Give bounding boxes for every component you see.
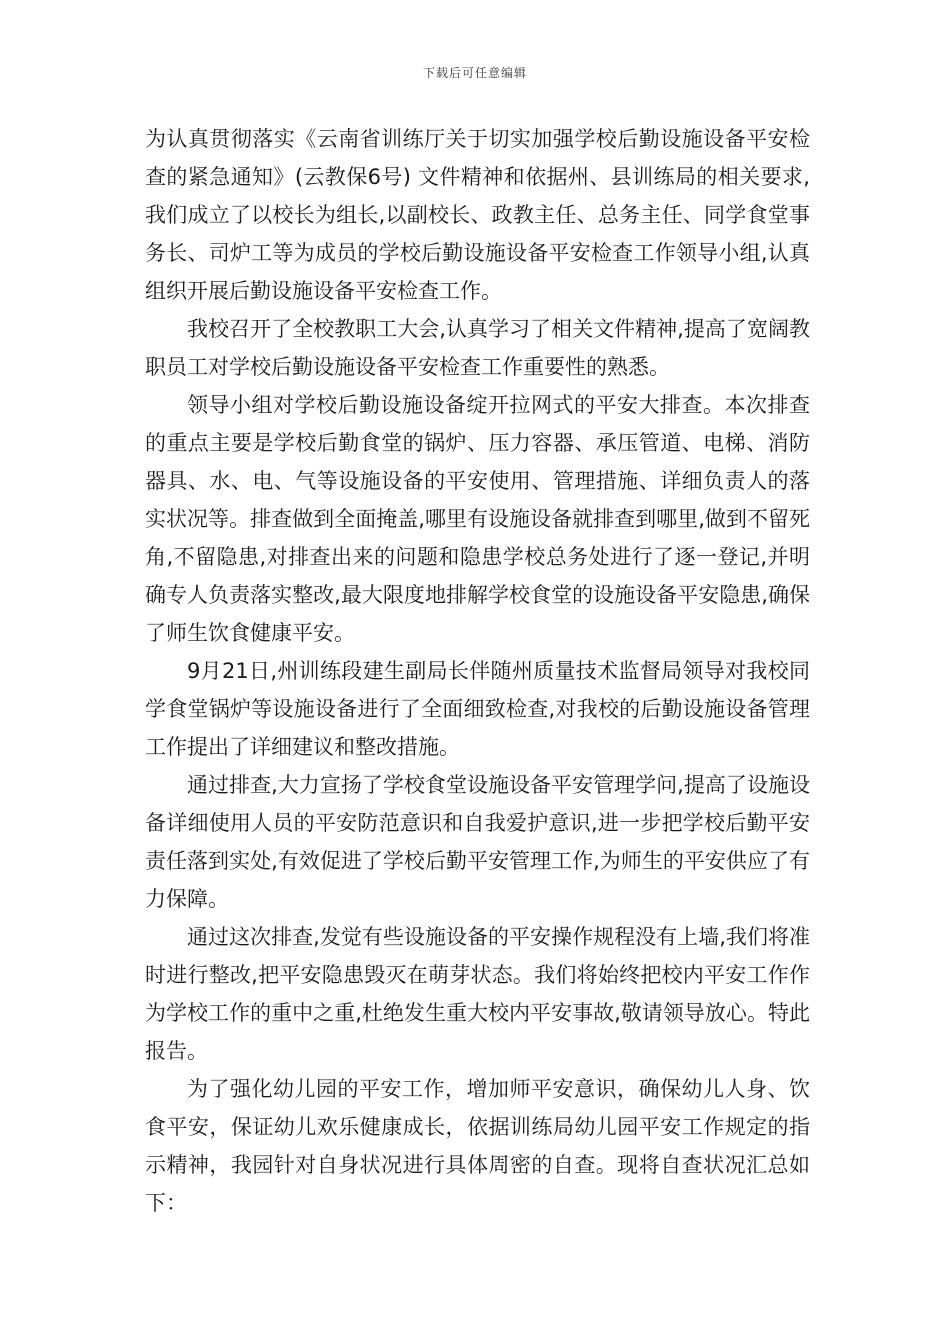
page-header: 下载后可任意编辑 [422,66,527,80]
paragraph-6: 通过这次排查,发觉有些设施设备的平安操作规程没有上墙,我们将准时进行整改,把平安隐患毁灭在萌芽状态。我们将始终把校内平安工作作为学校工作的重中之重,杜绝发生重大校内平安事故,敬请领导放心。特此报告。 [145,925,810,1063]
paragraph-2: 我校召开了全校教职工大会,认真学习了相关文件精神,提高了宽阔教职员工对学校后勤设施设备平安检查工作重要性的熟悉。 [145,317,810,379]
paragraph-4: 9月21日,州训练段建生副局长伴随州质量技术监督局领导对我校同学食堂锅炉等设施设备进行了全面细致检查,对我校的后勤设施设备管理工作提出了详细建议和整改措施。 [145,659,810,759]
paragraph-7: 为了强化幼儿园的平安工作，增加师平安意识，确保幼儿人身、饮食平安，保证幼儿欢乐健康成长，依据训练局幼儿园平安工作规定的指示精神，我园针对自身状况进行具体周密的自查。现将自查状况汇总如下： [145,1077,810,1215]
document-body [145,120,810,1222]
paragraph-1: 为认真贯彻落实《云南省训练厅关于切实加强学校后勤设施设备平安检查的紧急通知》(云教保6号) 文件精神和依据州、县训练局的相关要求,我们成立了以校长为组长,以副校长、政教主任、总务主任、同学食堂事务长、司炉工等为成员的学校后勤设施设备平安检查工作领导小组,认真组织开展后勤设施设备平安检查工作。 [145,127,810,303]
paragraph-5: 通过排查,大力宣扬了学校食堂设施设备平安管理学问,提高了设施设备详细使用人员的平安防范意识和自我爱护意识,进一步把学校后勤平安责任落到实处,有效促进了学校后勤平安管理工作,为师生的平安供应了有力保障。 [145,773,810,911]
paragraph-3: 领导小组对学校后勤设施设备绽开拉网式的平安大排查。本次排查的重点主要是学校后勤食堂的锅炉、压力容器、承压管道、电梯、消防器具、水、电、气等设施设备的平安使用、管理措施、详细负责人的落实状况等。排查做到全面掩盖,哪里有设施设备就排查到哪里,做到不留死角,不留隐患,对排查出来的问题和隐患学校总务处进行了逐一登记,并明确专人负责落实整改,最大限度地排解学校食堂的设施设备平安隐患,确保了师生饮食健康平安。 [145,393,810,645]
